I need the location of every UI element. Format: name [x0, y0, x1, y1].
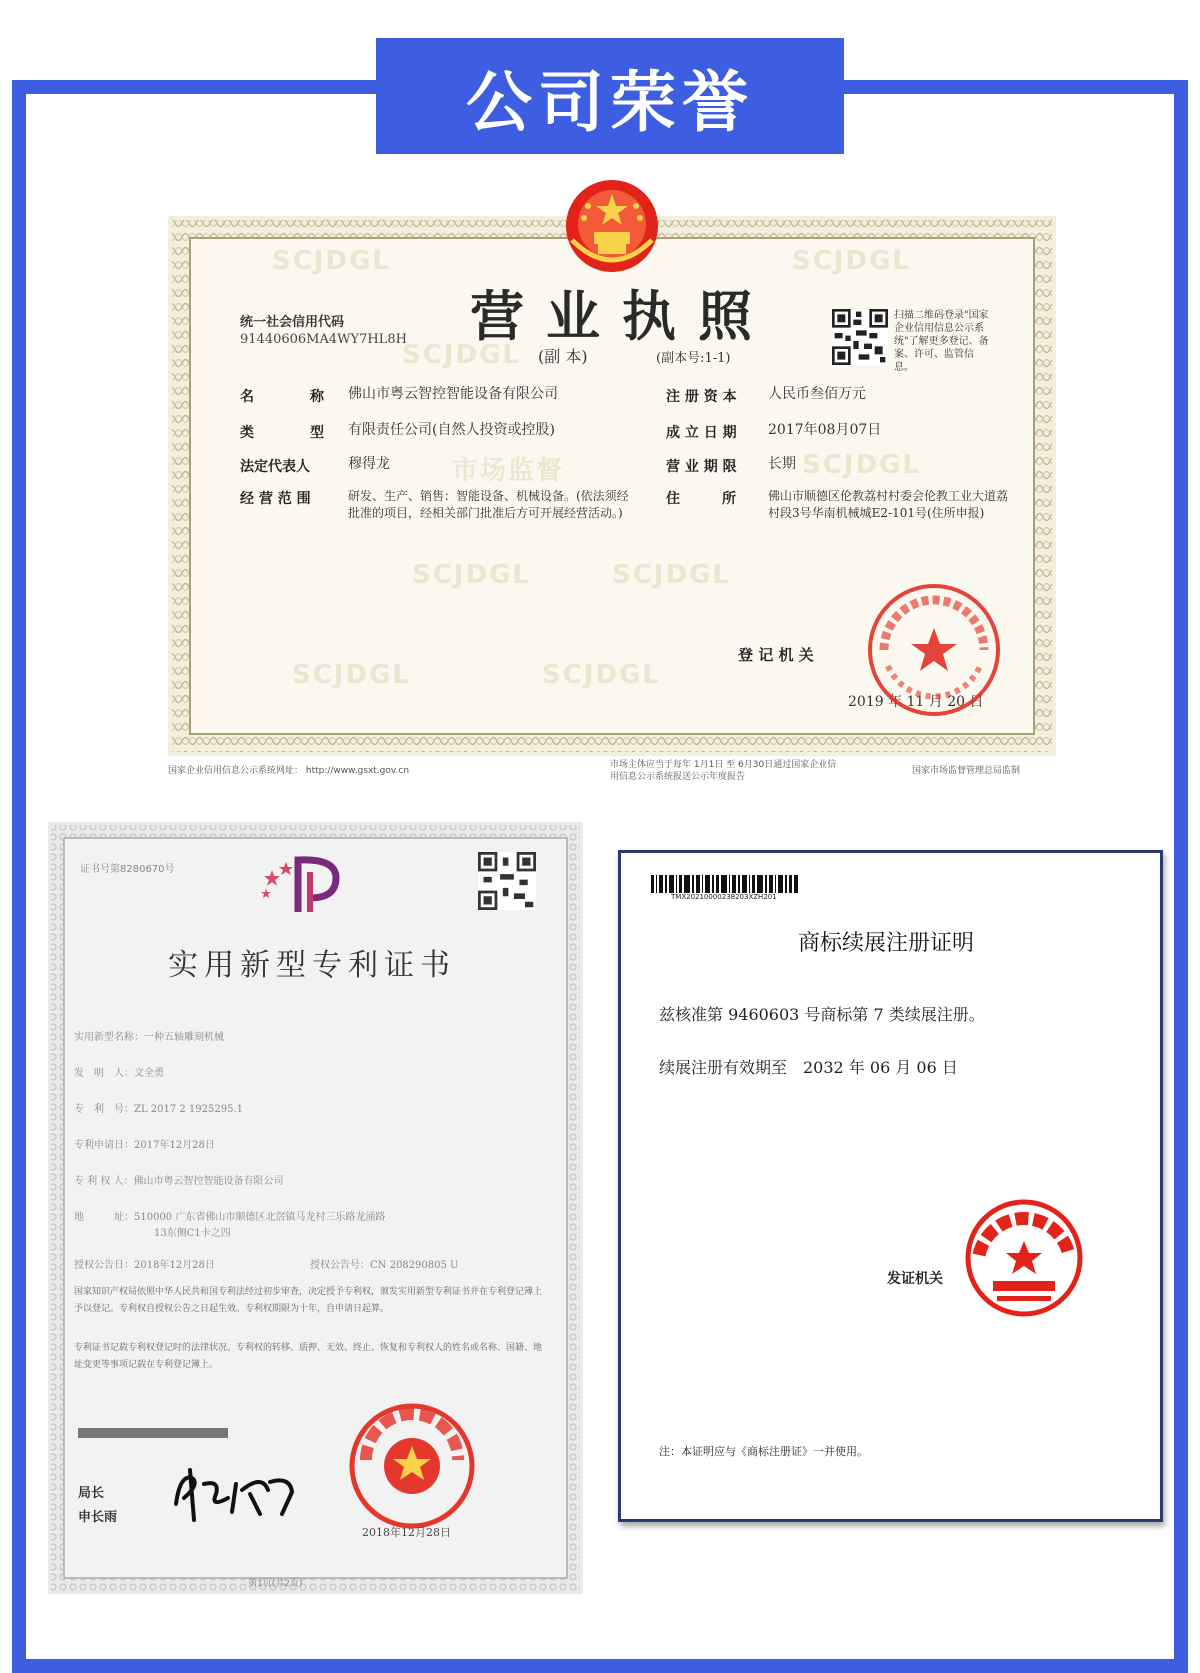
watermark: SCJDGL: [612, 560, 731, 590]
page-title: 公司荣誉: [376, 38, 844, 154]
qr-code-icon: [478, 852, 536, 910]
credit-code-value: 91440606MA4WY7HL8H: [240, 332, 407, 347]
field-value: 穆得龙: [348, 456, 390, 472]
trademark-validity: 续展注册有效期至 2032 年 06 月 06 日: [659, 1058, 958, 1077]
field-label: 住 所: [666, 491, 736, 507]
field-label: 成 立 日 期: [666, 425, 737, 441]
barcode-icon: [651, 875, 799, 893]
field-label: 类 型: [240, 425, 324, 441]
patent-field: 实用新型名称：一种五轴雕刻机械: [74, 1032, 224, 1043]
field-value: 佛山市粤云智控智能设备有限公司: [348, 386, 558, 402]
trademark-seal-icon: [963, 1197, 1085, 1319]
patent-cert-no: 证书号第8280670号: [80, 864, 175, 875]
trademark-certificate: [618, 850, 1163, 1522]
license-copy: (副 本): [538, 347, 588, 366]
registrar-label: 登 记 机 关: [738, 646, 814, 664]
watermark: SCJDGL: [292, 660, 411, 690]
watermark: SCJDGL: [542, 660, 661, 690]
license-date: 2019 年 11 月 20 日: [848, 694, 984, 710]
trademark-title: 商标续展注册证明: [798, 931, 975, 956]
patent-field: 地 址：510000 广东省佛山市顺德区北滘镇马龙村三乐路龙涌路: [74, 1212, 386, 1223]
patent-field: 专利申请日：2017年12月28日: [74, 1140, 215, 1151]
field-value: 人民币叁佰万元: [768, 386, 866, 402]
watermark: SCJDGL: [272, 246, 391, 276]
patent-certificate: [48, 822, 583, 1594]
issuer-label: 发证机关: [887, 1271, 943, 1287]
patent-paragraph: 国家知识产权局依照中华人民共和国专利法经过初步审查，决定授予专利权，颁发实用新型专利证书并在专利登记簿上予以登记。专利权自授权公告之日起生效。专利权期限为十年，自申请日起算。: [74, 1287, 543, 1314]
watermark: 市场监督: [452, 456, 565, 486]
license-copy-no: (副本号:1-1): [656, 351, 731, 366]
patent-seal-icon: [346, 1400, 478, 1532]
patent-paragraph: 专利证书记载专利权登记时的法律状况。专利权的转移、质押、无效、终止、恢复和专利权人的姓名或名称、国籍、地址变更等事项记载在专利登记簿上。: [74, 1343, 543, 1370]
watermark: SCJDGL: [412, 560, 531, 590]
barcode-icon: [78, 1428, 228, 1438]
field-value: 佛山市顺德区伦教荔村村委会伦教工业大道荔村段3号华南机械城E2-101号(住所申报): [768, 489, 1009, 520]
registrar-seal-icon: [864, 580, 1004, 720]
field-value: 2017年08月07日: [768, 422, 882, 438]
credit-code-label: 统一社会信用代码: [240, 315, 345, 330]
license-footer-left: 国家企业信用信息公示系统网址： http://www.gsxt.gov.cn: [168, 766, 410, 776]
license-footer-right: 国家市场监督管理总局监制: [912, 766, 1021, 776]
patent-field: 专 利 权 人：佛山市粤云智控智能设备有限公司: [74, 1176, 284, 1187]
patent-date: 2018年12月28日: [362, 1526, 451, 1539]
field-value: 有限责任公司(自然人投资或控股): [348, 422, 555, 438]
field-value: 研发、生产、销售：智能设备、机械设备。(依法须经批准的项目，经相关部门批准后方可开展经营活动。): [348, 489, 629, 520]
field-label: 注 册 资 本: [666, 389, 737, 405]
watermark: SCJDGL: [792, 246, 911, 276]
qr-note: 扫描二维码登录"国家企业信用信息公示系统"了解更多登记、备案、许可、监管信息。: [894, 310, 989, 373]
patent-page: 第1页(共2页): [248, 1579, 303, 1589]
business-license: [168, 216, 1056, 756]
trademark-approval: 兹核准第 9460603 号商标第 7 类续展注册。: [659, 1005, 985, 1024]
cnipa-logo-icon: [258, 852, 348, 922]
license-footer-mid: 市场主体应当于每年 1月1日 至 6月30日通过国家企业信用信息公示系统报送公示年度报告: [610, 760, 837, 782]
signature-icon: [170, 1464, 300, 1526]
field-label: 经 营 范 围: [240, 491, 311, 507]
watermark: SCJDGL: [802, 450, 921, 480]
field-label: 名 称: [240, 389, 324, 405]
patent-field: 授权公告号：CN 208290805 U: [310, 1260, 459, 1271]
national-emblem-icon: [558, 176, 666, 280]
patent-field: 授权公告日：2018年12月28日: [74, 1260, 215, 1271]
trademark-note: 注：本证明应与《商标注册证》一并使用。: [659, 1445, 868, 1458]
patent-field: 13东侧C1卡之四: [154, 1228, 231, 1239]
qr-code-icon: [832, 309, 888, 365]
license-title: 营业执照: [470, 284, 774, 348]
signer-name: 申长雨: [78, 1510, 118, 1525]
barcode-text: TMX20210000238203XZH201: [671, 893, 777, 901]
field-label: 营 业 期 限: [666, 459, 737, 475]
patent-field: 专 利 号：ZL 2017 2 1925295.1: [74, 1104, 244, 1115]
signer-title: 局长: [78, 1486, 105, 1501]
patent-field: 发 明 人：文全勇: [74, 1068, 164, 1079]
field-value: 长期: [768, 456, 796, 472]
field-label: 法定代表人: [240, 459, 310, 475]
patent-title: 实用新型专利证书: [168, 948, 456, 983]
watermark: SCJDGL: [402, 340, 521, 370]
